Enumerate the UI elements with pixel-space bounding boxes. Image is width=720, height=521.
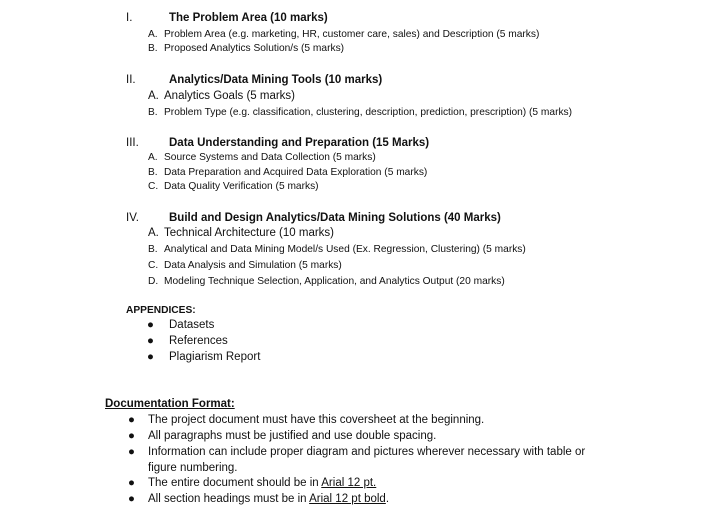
section-numeral: II. xyxy=(126,74,136,86)
list-item: B. Analytical and Data Mining Model/s Used (Ex. Regression, Clustering) (5 marks) xyxy=(148,244,526,255)
list-item: A. Analytics Goals (5 marks) xyxy=(148,90,296,102)
list-item: ● Datasets xyxy=(147,319,215,331)
section-title: Analytics/Data Mining Tools (10 marks) xyxy=(169,74,383,86)
appendices-title: APPENDICES: xyxy=(126,305,196,316)
list-item: ● Plagiarism Report xyxy=(147,351,261,363)
list-item: ● References xyxy=(147,335,228,347)
list-item: A. Technical Architecture (10 marks) xyxy=(148,227,335,239)
section-numeral: IV. xyxy=(126,212,140,224)
list-item: B. Problem Type (e.g. classification, clustering, description, prediction, prescription) (5 marks) xyxy=(148,107,573,118)
list-item: C. Data Quality Verification (5 marks) xyxy=(148,181,319,192)
list-item: D. Modeling Technique Selection, Application, and Analytics Output (20 marks) xyxy=(148,276,505,287)
documentation-title: Documentation Format: xyxy=(105,398,235,410)
section-title: The Problem Area (10 marks) xyxy=(169,12,328,24)
list-item: A. Problem Area (e.g. marketing, HR, customer care, sales) and Description (5 marks) xyxy=(148,29,540,40)
section-numeral: I. xyxy=(126,12,133,24)
list-item: C. Data Analysis and Simulation (5 marks) xyxy=(148,260,342,271)
document-page: I. The Problem Area (10 marks) A. Problem Area (e.g. marketing, HR, customer care, sales) and Description (5 marks) B. Proposed Analytics Solution/s (5 marks) II. Analytics/Data Mining Tools (10 marks) A. Analytics Goals (5 marks) B. Problem Type (e.g. classification, clustering, description, prediction, prescription) (5 marks) III. Data Understanding and Preparation (15 Marks) A. Source Systems and Data Collection (5 marks) B. Data Preparation and Acquired Data Exploration (5 marks) C. Data Quality Verification (5 marks) IV. Build and Design Analytics/Data Mining Solutions (40 Marks) A. Technical Architecture (10 marks) B. Analytical and Data Mining Model/s Used (Ex. Regression, Clustering) (5 marks) C. Data Analysis and Simulation (5 marks) D. Modeling Technique Selection, Application, and Analytics Output (20 marks) APPENDICES: ● Datasets ● References ● Plagiarism Report Documentation Format: ● The project document must have this coversheet at the beginning. ● All paragraphs must be justified and use double spacing. ● Information can include proper diagram and pictures wherever necessary with table or figure numbering. ● The entire document should be in Arial 12 pt. ● All section headings must be in Arial 12 pt bold. xyxy=(105,12,586,505)
list-item: B. Proposed Analytics Solution/s (5 marks) xyxy=(148,43,345,54)
section-numeral: III. xyxy=(126,137,139,149)
list-item: A. Source Systems and Data Collection (5 marks) xyxy=(148,152,376,163)
section-title: Data Understanding and Preparation (15 Marks) xyxy=(169,137,430,149)
list-item: B. Data Preparation and Acquired Data Exploration (5 marks) xyxy=(148,167,428,178)
section-title: Build and Design Analytics/Data Mining Solutions (40 Marks) xyxy=(169,212,501,224)
